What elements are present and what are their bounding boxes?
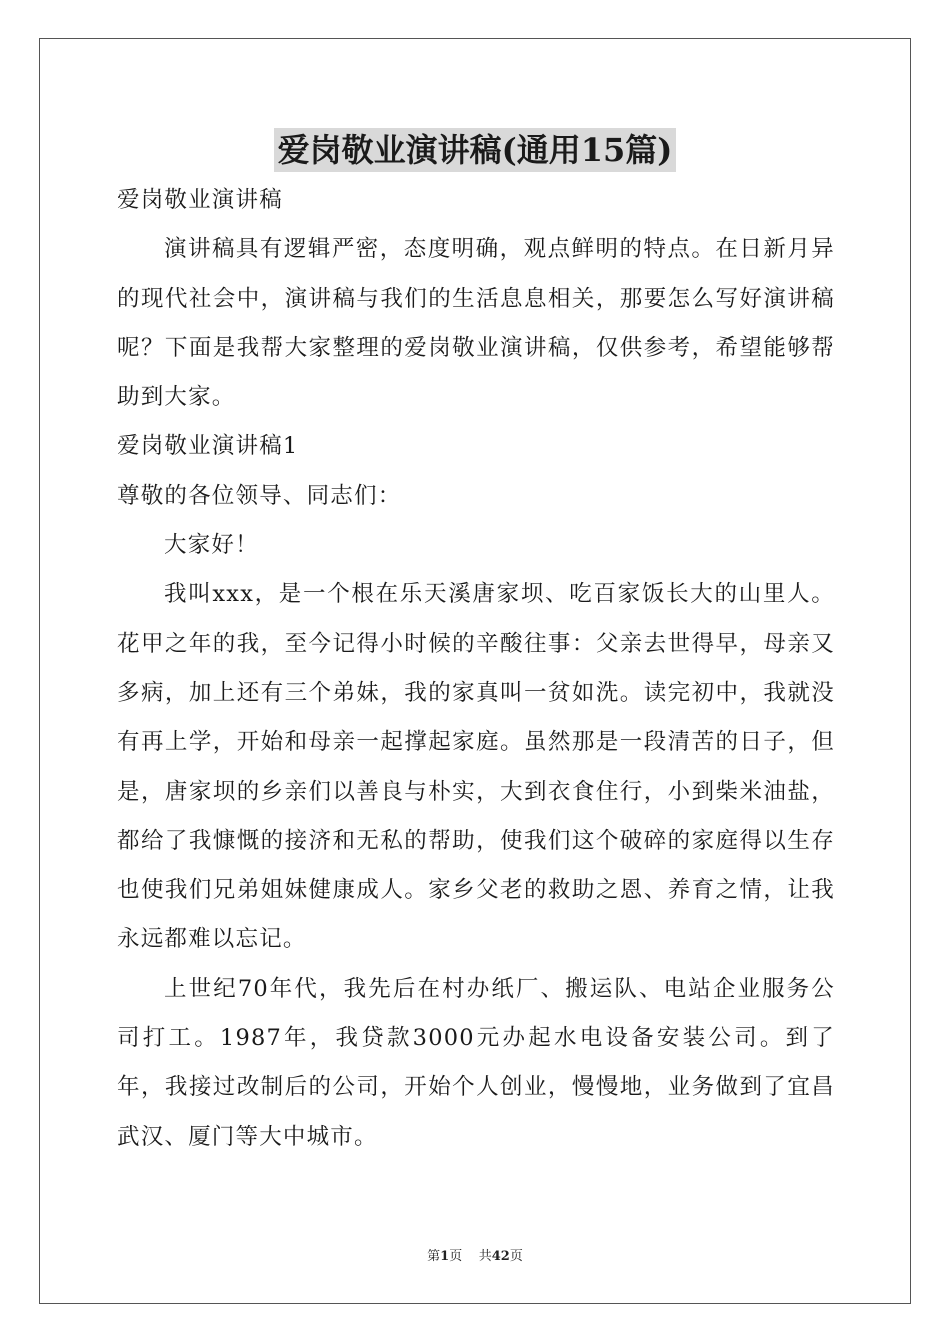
text-line: 呢？下面是我帮大家整理的爱岗敬业演讲稿，仅供参考，希望能够帮 [117, 334, 835, 361]
text-line: 我叫xxx，是一个根在乐天溪唐家坝、吃百家饭长大的山里人。 [164, 581, 835, 608]
text-line: 都给了我慷慨的接济和无私的帮助，使我们这个破碎的家庭得以生存 [117, 827, 835, 854]
text-line: 也使我们兄弟姐妹健康成人。家乡父老的救助之恩、养育之情，让我 [117, 877, 835, 904]
text-line: 助到大家。 [117, 384, 236, 411]
page-suffix: 页 [449, 1249, 463, 1264]
text-line: 有再上学，开始和母亲一起撑起家庭。虽然那是一段清苦的日子，但 [117, 729, 835, 756]
text-line: 上世纪70年代，我先后在村办纸厂、搬运队、电站企业服务公 [164, 975, 835, 1002]
text-line: 演讲稿具有逻辑严密，态度明确，观点鲜明的特点。在日新月异 [164, 236, 835, 263]
total-pages: 42 [491, 1249, 510, 1264]
salutation: 尊敬的各位领导、同志们： [117, 482, 402, 509]
page-number: 1 [440, 1249, 450, 1264]
page-prefix: 第 [427, 1249, 441, 1264]
text-line: 司打工。1987年，我贷款3000元办起水电设备安装公司。到了 [117, 1025, 835, 1052]
text-line: 武汉、厦门等大中城市。 [117, 1123, 378, 1150]
text-line: 多病，加上还有三个弟妹，我的家真叫一贫如洗。读完初中，我就没 [117, 679, 835, 706]
total-prefix: 共 [478, 1249, 492, 1264]
title-container [0, 128, 950, 172]
total-suffix: 页 [509, 1249, 523, 1264]
text-line: 的现代社会中，演讲稿与我们的生活息息相关，那要怎么写好演讲稿 [117, 285, 835, 312]
page-footer [0, 1248, 950, 1266]
text-line: 年，我接过改制后的公司，开始个人创业，慢慢地，业务做到了宜昌 [117, 1074, 835, 1101]
paragraph-1 [117, 570, 835, 964]
document-title: 爱岗敬业演讲稿(通用15篇) [274, 128, 677, 172]
text-line: 永远都难以忘记。 [117, 926, 307, 953]
document-body [117, 176, 835, 1162]
text-line: 花甲之年的我，至今记得小时候的辛酸往事：父亲去世得早，母亲又 [117, 630, 835, 657]
intro-paragraph [117, 225, 835, 422]
paragraph-2 [117, 965, 835, 1162]
subtitle: 爱岗敬业演讲稿 [117, 187, 283, 213]
greeting: 大家好！ [164, 532, 259, 559]
section-heading: 爱岗敬业演讲稿1 [117, 433, 299, 460]
text-line: 是，唐家坝的乡亲们以善良与朴实，大到衣食住行，小到柴米油盐， [117, 778, 835, 805]
